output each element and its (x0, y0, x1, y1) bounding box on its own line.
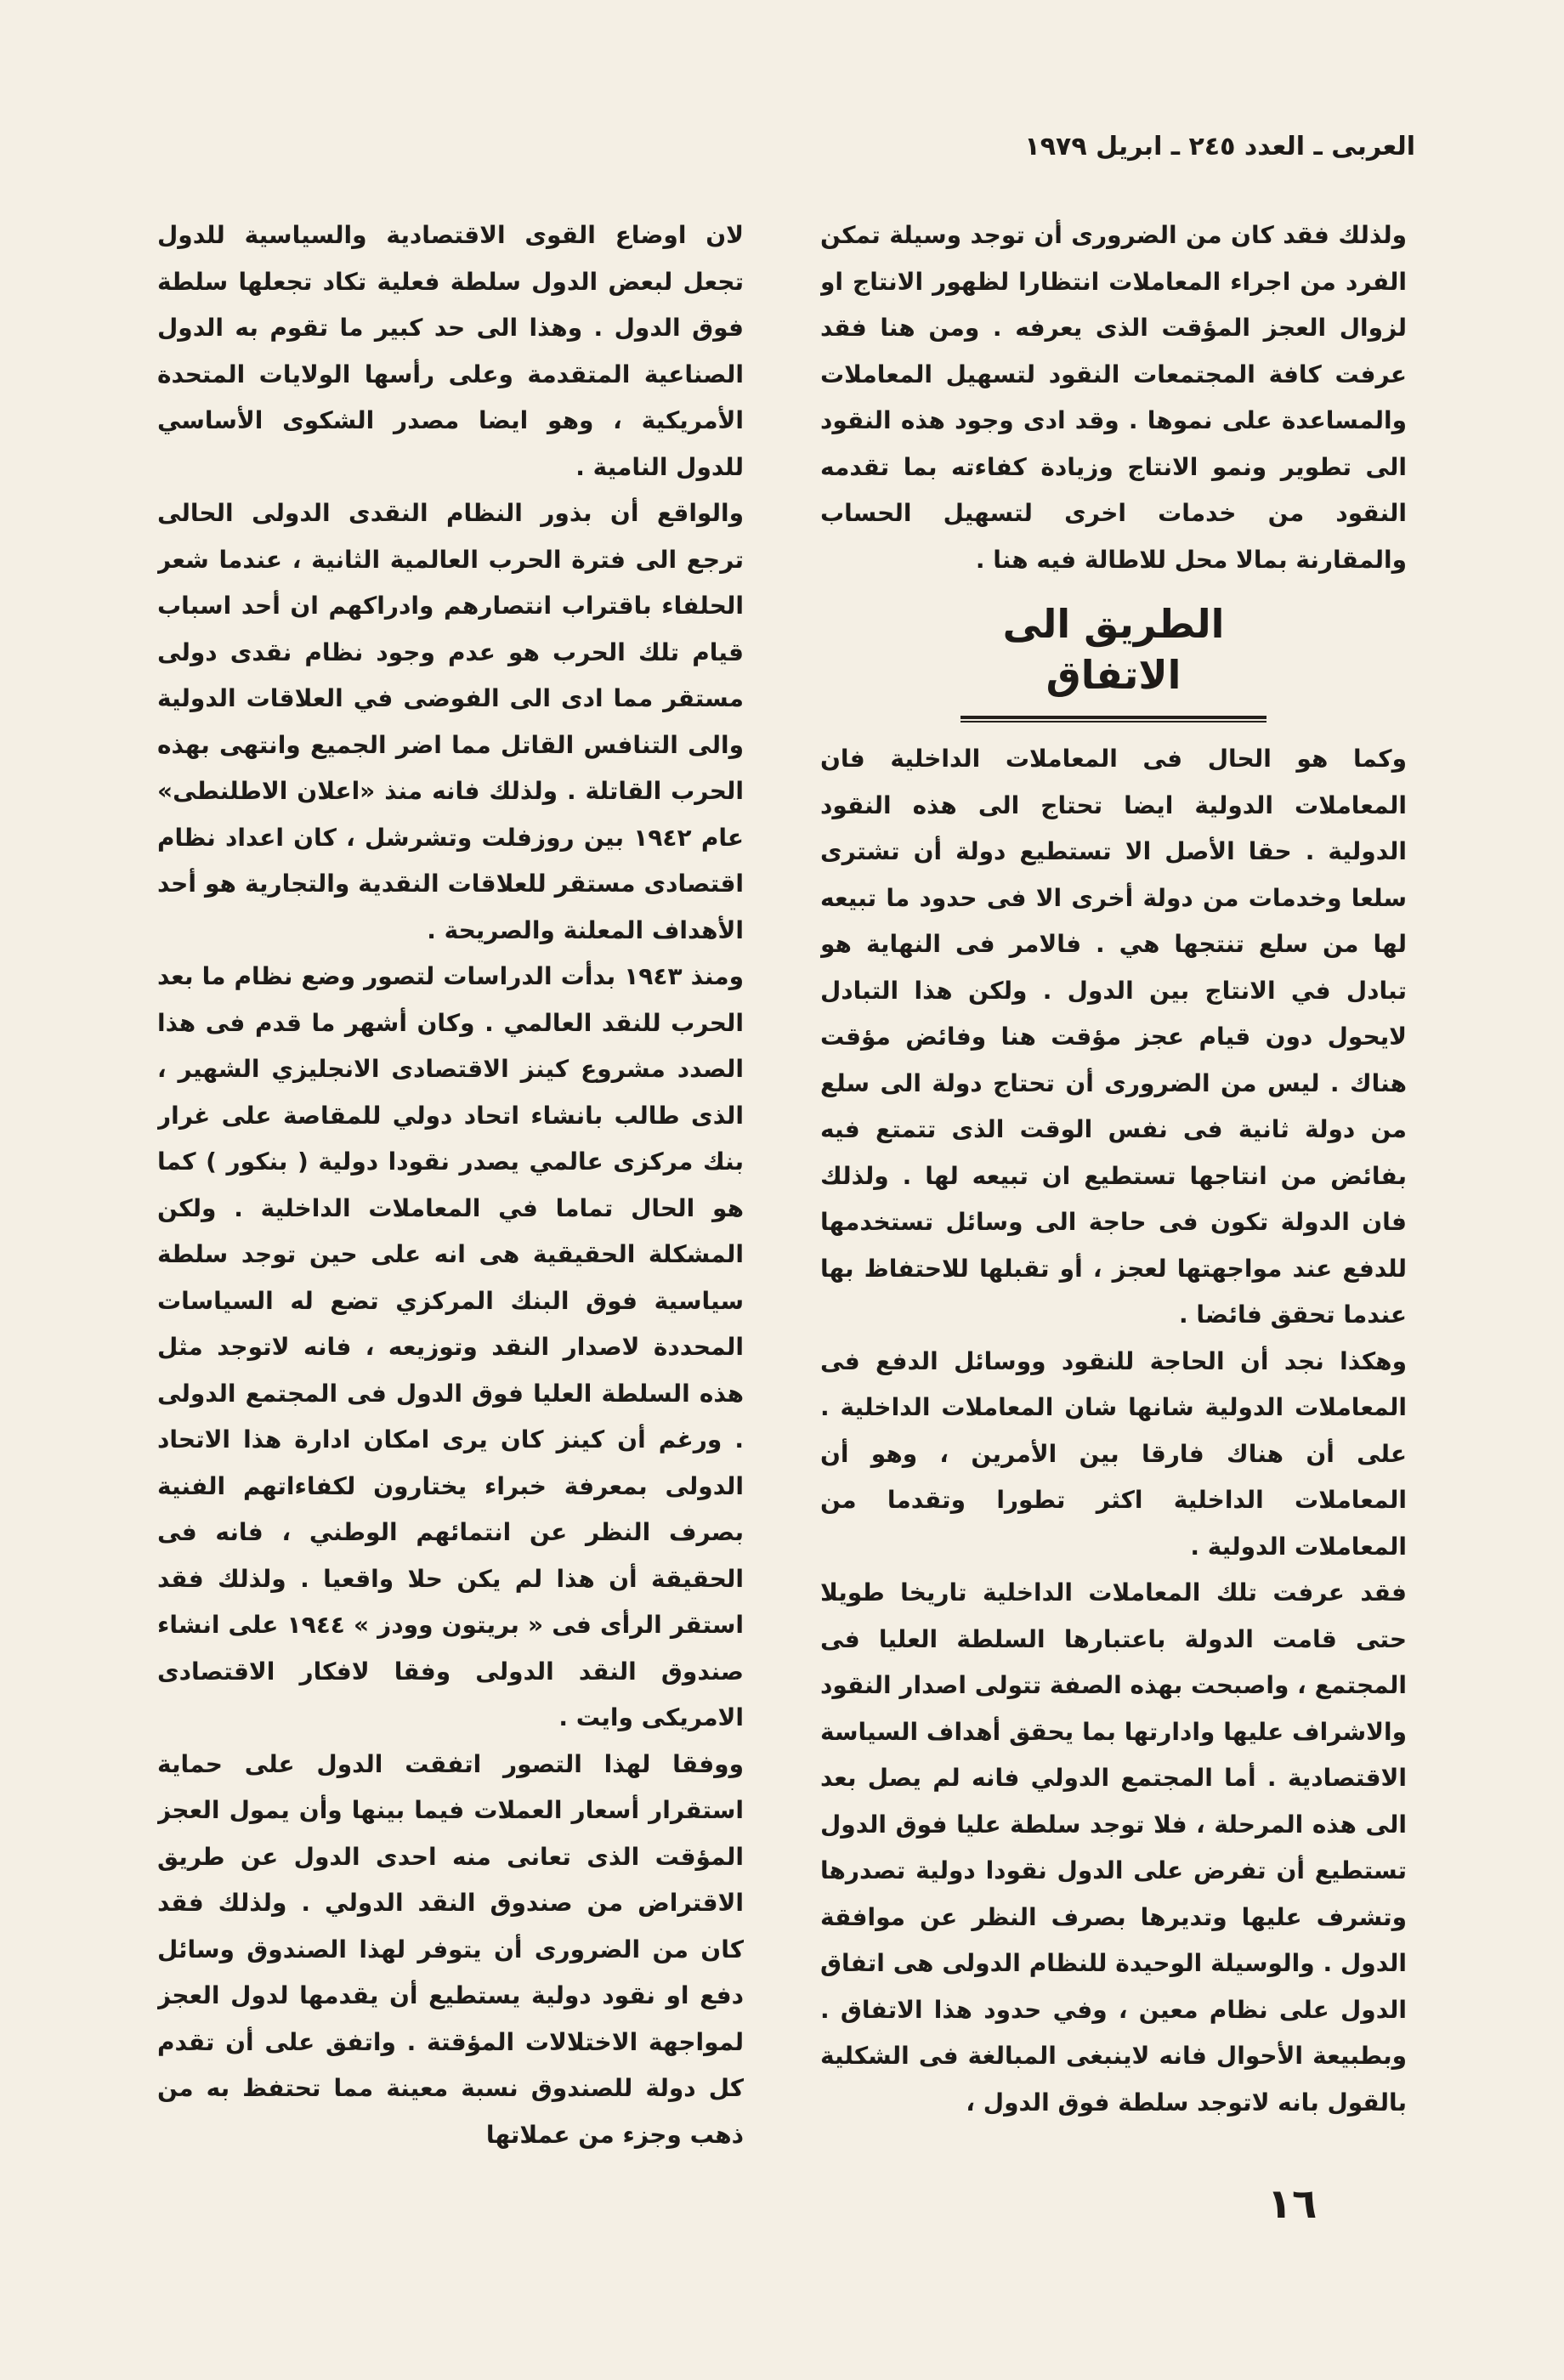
paragraph-left-1: لان اوضاع القوى الاقتصادية والسياسية للدول تجعل لبعض الدول سلطة فعلية تكاد تجعلها سلطة فوق الدول . وهذا الى حد كبير ما تقوم به الدول الصناعية المتقدمة وعلى رأسها الولايات المتحدة الأمريكية ، وهو ايضا مصدر الشكوى الأساسي للدول النامية . (157, 221, 744, 481)
page-header: العربى ـ العدد ٢٤٥ ـ ابريل ١٩٧٩ (1024, 132, 1415, 162)
paragraph-right-4: فقد عرفت تلك المعاملات الداخلية تاريخا طويلا حتى قامت الدولة باعتبارها السلطة العليا فى المجتمع ، واصبحت بهذه الصفة تتولى اصدار النقود والاشراف عليها وادارتها بما يحقق أهداف السياسة الاقتصادية . أما المجتمع الدولي فانه لم يصل بعد الى هذه المرحلة ، فلا توجد سلطة عليا فوق الدول تستطيع أن تفرض على الدول نقودا دولية تصدرها وتشرف عليها وتديرها بصرف النظر عن موافقة الدول . والوسيلة الوحيدة للنظام الدولى هى اتفاق الدول على نظام معين ، وفي حدود هذا الاتفاق . وبطبيعة الأحوال فانه لاينبغى المبالغة فى الشكلية بالقول بانه لاتوجد سلطة فوق الدول ، (820, 1578, 1407, 2116)
right-column (820, 212, 1407, 2227)
paragraph-right-1: ولذلك فقد كان من الضرورى أن توجد وسيلة تمكن الفرد من اجراء المعاملات انتظارا لظهور الانتاج او لزوال العجز المؤقت الذى يعرفه . ومن هنا فقد عرفت كافة المجتمعات النقود لتسهيل المعاملات والمساعدة على نموها . وقد ادى وجود هذه النقود الى تطوير ونمو الانتاج وزيادة كفاءته بما تقدمه النقود من خدمات اخرى لتسهيل الحساب والمقارنة بمالا محل للاطالة فيه هنا . (820, 221, 1407, 574)
paragraph-right-2: وكما هو الحال فى المعاملات الداخلية فان المعاملات الدولية ايضا تحتاج الى هذه النقود الدولية . حقا الأصل الا تستطيع دولة أن تشترى سلعا وخدمات من دولة أخرى الا فى حدود ما تبيعه لها من سلع تنتجها هي . فالامر فى النهاية هو تبادل في الانتاج بين الدول . ولكن هذا التبادل لايحول دون قيام عجز مؤقت هنا وفائض مؤقت هناك . ليس من الضرورى أن تحتاج دولة الى سلع من دولة ثانية فى نفس الوقت الذى تتمتع فيه بفائض من انتاجها تستطيع ان تبيعه لها . ولذلك فان الدولة تكون فى حاجة الى وسائل تستخدمها للدفع عند مواجهتها لعجز ، أو تقبلها للاحتفاظ بها عندما تحقق فائضا . (820, 745, 1407, 1329)
paragraph-left-4: ووفقا لهذا التصور اتفقت الدول على حماية استقرار أسعار العملات فيما بينها وأن يمول العجز المؤقت الذى تعانى منه احدى الدول عن طريق الاقتراض من صندوق النقد الدولي . ولذلك فقد كان من الضرورى أن يتوفر لهذا الصندوق وسائل دفع او نقود دولية يستطيع أن يقدمها لدول العجز لمواجهة الاختلالات المؤقتة . واتفق على أن تقدم كل دولة للصندوق نسبة معينة مما تحتفظ به من ذهب وجزء من عملاتها (157, 1749, 744, 2149)
paragraph-left-3: ومنذ ١٩٤٣ بدأت الدراسات لتصور وضع نظام ما بعد الحرب للنقد العالمي . وكان أشهر ما قدم فى هذا الصدد مشروع كينز الاقتصادى الانجليزي الشهير ، الذى طالب بانشاء اتحاد دولي للمقاصة على غرار بنك مركزى عالمي يصدر نقودا دولية ( بنكور ) كما هو الحال تماما في المعاملات الداخلية . ولكن المشكلة الحقيقية هى انه على حين توجد سلطة سياسية فوق البنك المركزي تضع له السياسات المحددة لاصدار النقد وتوزيعه ، فانه لاتوجد مثل هذه السلطة العليا فوق الدول فى المجتمع الدولى . ورغم أن كينز كان يرى امكان ادارة هذا الاتحاد الدولى بمعرفة خبراء يختارون لكفاءاتهم الفنية بصرف النظر عن انتمائهم الوطني ، فانه فى الحقيقة أن هذا لم يكن حلا واقعيا . ولذلك فقد استقر الرأى فى « بريتون وودز » ١٩٤٤ على انشاء صندوق النقد الدولى وفقا لافكار الاقتصادى الامريكى وايت . (157, 962, 744, 1731)
page-number: ١٦ (1266, 2180, 1318, 2228)
section-title: الطريق الى الاتفاق (1002, 601, 1225, 698)
section-title-underline (960, 716, 1266, 719)
paragraph-left-2: والواقع أن بذور النظام النقدى الدولى الحالى ترجع الى فترة الحرب العالمية الثانية ، عندما شعر الحلفاء باقتراب انتصارهم وادراكهم ان أحد اسباب قيام تلك الحرب هو عدم وجود نظام نقدى دولى مستقر مما ادى الى الفوضى في العلاقات الدولية والى التنافس القاتل مما اضر الجميع وانتهى بهذه الحرب القاتلة . ولذلك فانه منذ «اعلان الاطلنطى» عام ١٩٤٢ بين روزفلت وتشرشل ، كان اعداد نظام اقتصادى مستقر للعلاقات النقدية والتجارية هو أحد الأهداف المعلنة والصريحة . (157, 499, 744, 944)
left-column (157, 212, 744, 2227)
paragraph-right-3: وهكذا نجد أن الحاجة للنقود ووسائل الدفع فى المعاملات الدولية شانها شان المعاملات الداخلية . على أن هناك فارقا بين الأمرين ، وهو أن المعاملات الداخلية اكثر تطورا وتقدما من المعاملات الدولية . (820, 1346, 1407, 1561)
article-columns (157, 212, 1407, 2227)
